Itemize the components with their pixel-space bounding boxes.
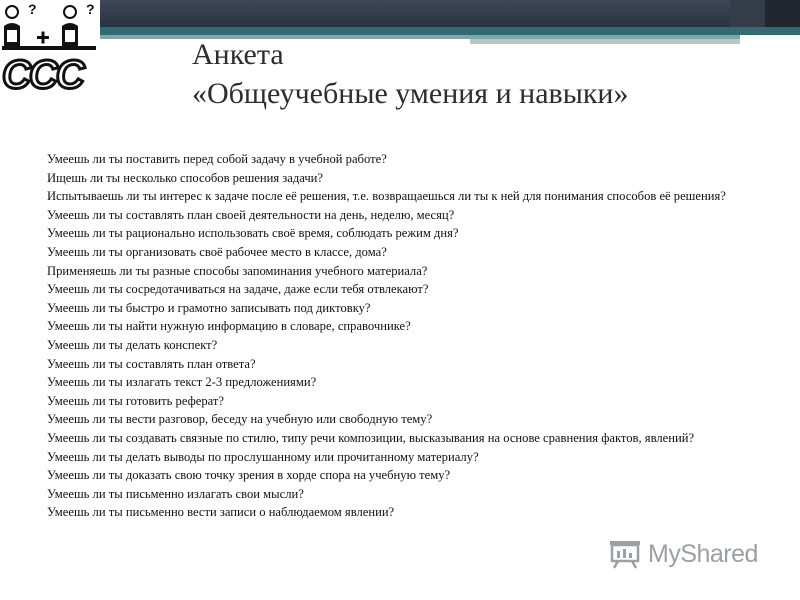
question-item: Умеешь ли ты организовать своё рабочее место в классе, дома? [47, 244, 387, 259]
watermark-text: MyShared [648, 539, 758, 568]
svg-text:?: ? [28, 1, 37, 17]
header-dark-bar [100, 0, 800, 27]
question-item: Умеешь ли ты вести разговор, беседу на учебную или свободную тему? [47, 412, 433, 427]
header-teal-line [100, 27, 800, 35]
question-item: Испытываешь ли ты интерес к задаче после её решения, т.е. возвращаешься ли ты к ней для понимания способов её решения? [47, 189, 726, 204]
question-item: Умеешь ли ты излагать текст 2-3 предложениями? [47, 375, 317, 390]
question-item: Умеешь ли ты рационально использовать своё время, соблюдать режим дня? [47, 226, 459, 241]
two-figures-plus-logo-icon [0, 0, 100, 96]
question-item: Умеешь ли ты составлять план своей деятельности на день, неделю, месяц? [47, 207, 455, 222]
watermark [608, 538, 783, 570]
question-item: Умеешь ли ты быстро и грамотно записывать под диктовку? [47, 300, 371, 315]
svg-text:?: ? [86, 1, 95, 17]
logo [0, 0, 100, 96]
question-item: Умеешь ли ты составлять план ответа? [47, 356, 256, 371]
question-item: Умеешь ли ты делать конспект? [47, 337, 218, 352]
page-subtitle: «Общеучебные умения и навыки» [192, 77, 629, 110]
question-item: Умеешь ли ты доказать свою точку зрения в хорде спора на учебную тему? [47, 468, 451, 483]
question-item: Умеешь ли ты письменно вести записи о наблюдаемом явлении? [47, 505, 395, 520]
presentation-board-icon [608, 539, 642, 569]
question-list [47, 150, 747, 522]
question-item: Умеешь ли ты найти нужную информацию в словаре, справочнике? [47, 319, 411, 334]
question-item: Умеешь ли ты письменно излагать свои мысли? [47, 486, 304, 501]
svg-text:CCC: CCC [2, 53, 83, 96]
question-item: Умеешь ли ты сосредотачиваться на задаче, даже если тебя отвлекают? [47, 282, 429, 297]
title-block [192, 36, 772, 114]
question-item: Умеешь ли ты поставить перед собой задачу в учебной работе? [47, 152, 387, 166]
page-title: Анкета [192, 38, 284, 71]
question-item: Умеешь ли ты делать выводы по прослушанному или прочитанному материалу? [47, 449, 479, 464]
question-item: Применяешь ли ты разные способы запоминания учебного материала? [47, 263, 428, 278]
question-item: Ищешь ли ты несколько способов решения задачи? [47, 170, 323, 185]
header-dark-bar-end [765, 0, 800, 27]
header-dark-bar-segment [730, 0, 765, 27]
question-item: Умеешь ли ты готовить реферат? [47, 393, 224, 408]
question-item: Умеешь ли ты создавать связные по стилю, типу речи композиции, высказывания на основе сравнения фактов, явлений? [47, 430, 695, 445]
